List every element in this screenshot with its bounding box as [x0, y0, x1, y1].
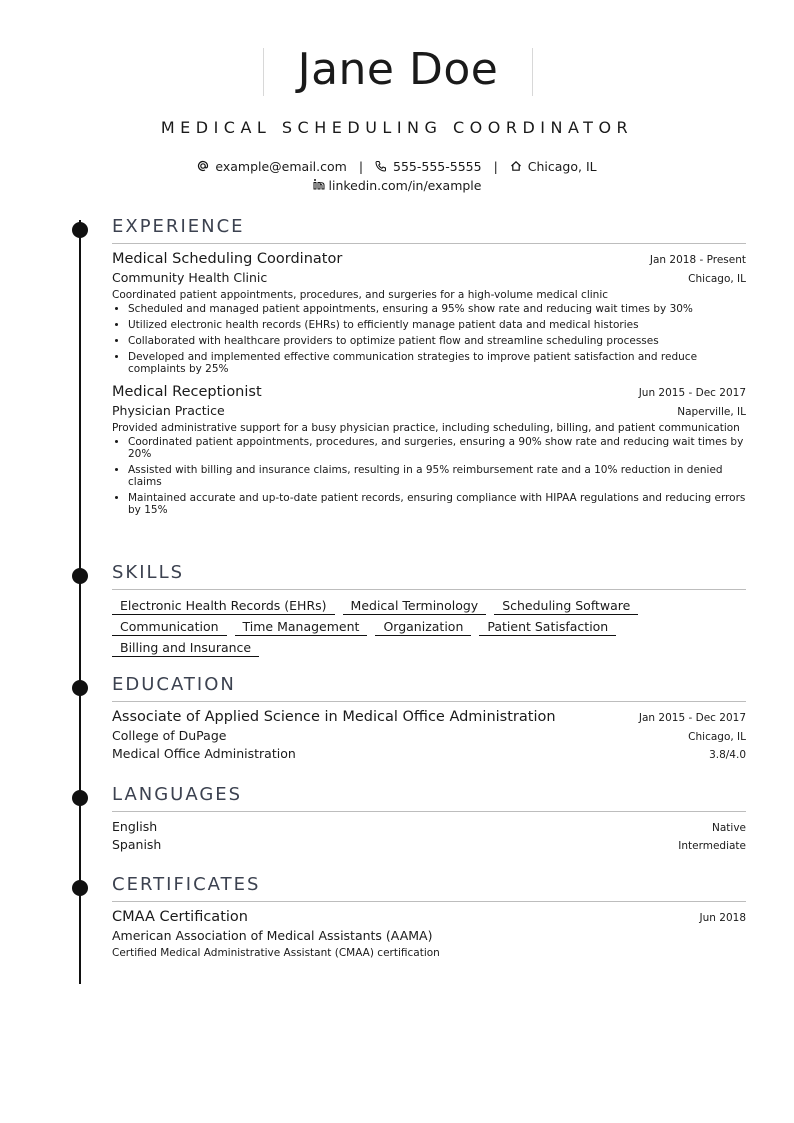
home-icon — [510, 160, 522, 175]
section-divider — [112, 701, 746, 702]
section-title: CERTIFICATES — [112, 874, 261, 895]
name-block — [263, 44, 533, 96]
list-item: • Collaborated with healthcare providers to optimize patient flow and streamline scheduling processes — [128, 335, 746, 347]
certificate-issuer: American Association of Medical Assistants (AAMA) — [112, 928, 433, 943]
phone-icon — [375, 160, 387, 175]
job-location: Naperville, IL — [677, 406, 746, 418]
company-name: Physician Practice — [112, 403, 225, 418]
language-name: English — [112, 819, 158, 834]
timeline-line — [79, 220, 81, 984]
at-icon — [197, 160, 209, 175]
certificates-section — [112, 875, 746, 959]
position-title: Medical Receptionist — [112, 384, 262, 400]
list-item: • Developed and implemented effective communication strategies to improve patient satisfaction and reduce complaints by 25% — [128, 351, 746, 375]
experience-section — [112, 217, 746, 520]
company-name: Community Health Clinic — [112, 270, 268, 285]
section-title: EXPERIENCE — [112, 216, 245, 237]
experience-entry — [112, 251, 746, 375]
job-summary: Provided administrative support for a busy physician practice, including scheduling, billing, and patient communication — [112, 422, 740, 434]
timeline-dot — [72, 790, 88, 806]
timeline-dot — [72, 222, 88, 238]
linkedin-link[interactable]: linkedin.com/in/example — [328, 178, 482, 193]
list-item: • Assisted with billing and insurance claims, resulting in a 95% reimbursement rate and a 10% reduction in denied claims — [128, 464, 746, 488]
language-level: Intermediate — [678, 840, 746, 852]
date-range: Jun 2015 - Dec 2017 — [638, 387, 746, 399]
job-summary: Coordinated patient appointments, procedures, and surgeries for a high-volume medical clinic — [112, 289, 609, 301]
section-divider — [112, 811, 746, 812]
skill-tag: Organization — [375, 619, 471, 636]
certificate-name: CMAA Certification — [112, 909, 248, 925]
language-name: Spanish — [112, 837, 162, 852]
certificate-date: Jun 2018 — [699, 912, 746, 924]
section-divider — [112, 243, 746, 244]
linkedin-line — [0, 178, 794, 193]
timeline-dot — [72, 880, 88, 896]
skill-tag: Billing and Insurance — [112, 640, 259, 657]
separator: | — [493, 159, 498, 174]
certificate-description: Certified Medical Administrative Assistant (CMAA) certification — [112, 947, 440, 959]
skills-section — [112, 563, 746, 661]
section-title: EDUCATION — [112, 674, 236, 695]
date-range: Jan 2018 - Present — [649, 254, 746, 266]
list-item: • Utilized electronic health records (EHRs) to efficiently manage patient data and medical histories — [128, 319, 746, 331]
skill-tag: Medical Terminology — [343, 598, 487, 615]
list-item: • Maintained accurate and up-to-date patient records, ensuring compliance with HIPAA regulations and reducing errors by 15% — [128, 492, 746, 516]
section-divider — [112, 901, 746, 902]
timeline-dot — [72, 680, 88, 696]
email-link[interactable]: example@email.com — [215, 159, 347, 174]
list-item: • Coordinated patient appointments, procedures, and surgeries, ensuring a 90% show rate and reducing wait times by 20% — [128, 436, 746, 460]
skill-tag: Electronic Health Records (EHRs) — [112, 598, 335, 615]
skill-tag: Time Management — [235, 619, 368, 636]
linkedin-icon — [313, 178, 329, 193]
languages-section — [112, 785, 746, 852]
degree-title: Associate of Applied Science in Medical Office Administration — [112, 709, 556, 725]
school-location: Chicago, IL — [688, 731, 746, 743]
education-section — [112, 675, 746, 761]
contact-line — [0, 159, 794, 175]
skill-tag: Communication — [112, 619, 227, 636]
position-title: Medical Scheduling Coordinator — [112, 251, 343, 267]
section-title: LANGUAGES — [112, 784, 243, 805]
gpa: 3.8/4.0 — [709, 749, 746, 761]
field-of-study: Medical Office Administration — [112, 746, 296, 761]
section-title: SKILLS — [112, 562, 185, 583]
school-name: College of DuPage — [112, 728, 227, 743]
date-range: Jan 2015 - Dec 2017 — [638, 712, 746, 724]
skill-tag: Patient Satisfaction — [479, 619, 616, 636]
location: Chicago, IL — [527, 159, 597, 174]
job-location: Chicago, IL — [688, 273, 746, 285]
timeline-dot — [72, 568, 88, 584]
separator: | — [358, 159, 364, 174]
phone-number[interactable]: 555-555-5555 — [393, 159, 482, 174]
experience-entry — [112, 384, 746, 516]
job-title-heading: MEDICAL SCHEDULING COORDINATOR — [160, 118, 634, 137]
skill-tag: Scheduling Software — [494, 598, 638, 615]
skills-list — [112, 598, 746, 661]
section-divider — [112, 589, 746, 590]
list-item: • Scheduled and managed patient appointments, ensuring a 95% show rate and reducing wait times by 30% — [128, 303, 746, 315]
candidate-name: Jane Doe — [297, 44, 499, 95]
language-level: Native — [712, 822, 746, 834]
